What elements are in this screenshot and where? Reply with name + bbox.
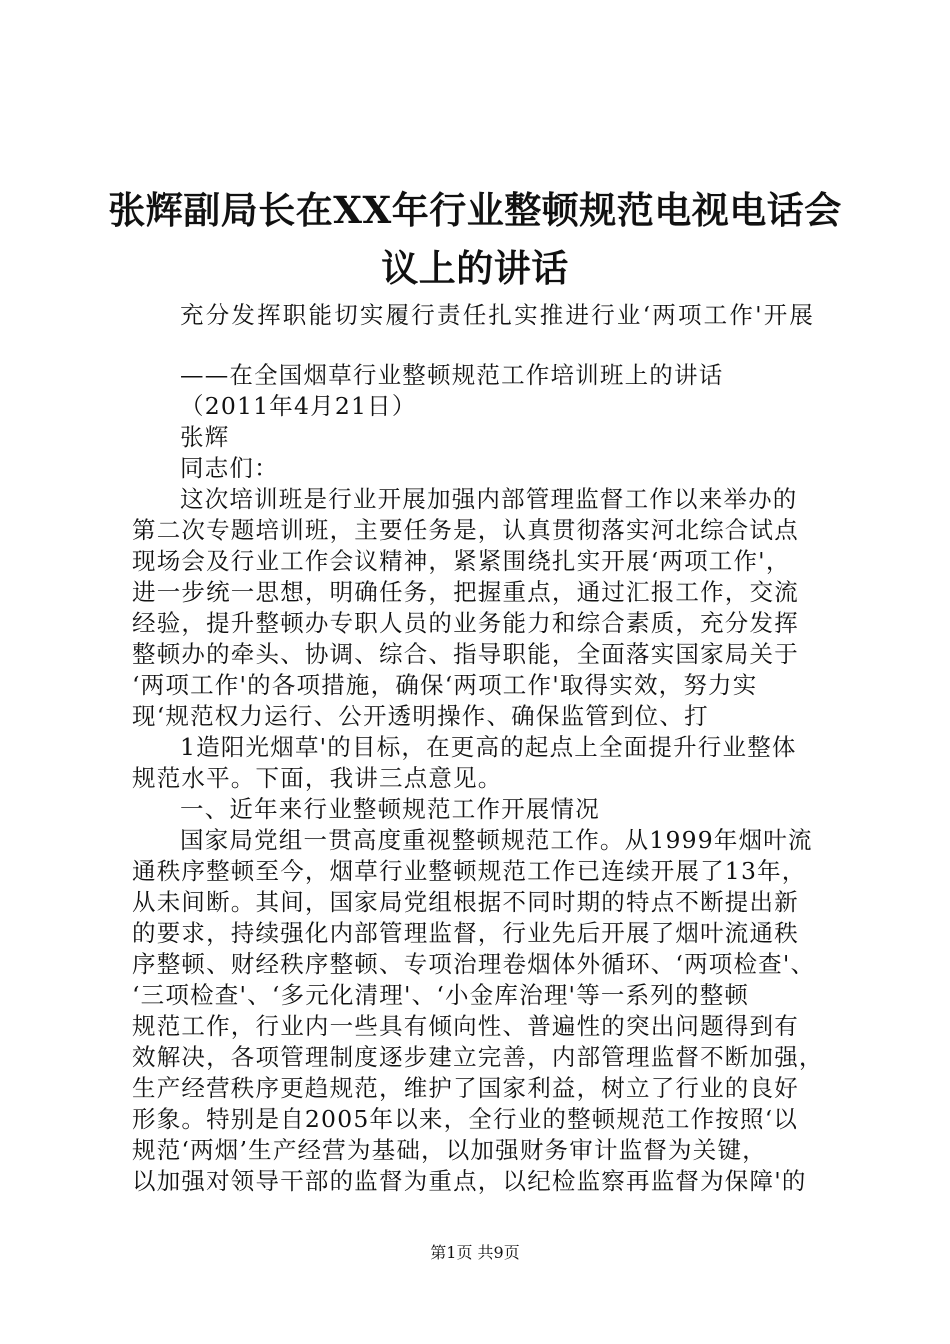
paragraph-line: 的要求，持续强化内部管理监督，行业先后开展了烟叶流通秩 [132,919,799,947]
paragraph-line: 规范‘两烟’生产经营为基础，以加强财务审计监督为关键， [132,1136,767,1164]
paragraph-line: 这次培训班是行业开展加强内部管理监督工作以来举办的 [180,485,798,513]
speaker-name: 张辉 [180,423,230,451]
paragraph-line: 规范工作，行业内一些具有倾向性、普遍性的突出问题得到有 [132,1012,799,1040]
paragraph-line: ‘两项工作'的各项措施，确保‘两项工作'取得实效，努力实 [132,671,758,699]
paragraph-line: ‘三项检查'、‘多元化清理'、‘小金库治理'等一系列的整顿 [132,981,750,1009]
speech-occasion: ——在全国烟草行业整顿规范工作培训班上的讲话 [180,361,724,389]
paragraph-line: 规范水平。下面，我讲三点意见。 [132,764,503,792]
document-title-line-1: 张辉副局长在XX年行业整顿规范电视电话会 [108,188,842,232]
greeting: 同志们： [180,454,279,482]
paragraph-line: 现‘规范权力运行、公开透明操作、确保监管到位、打 [132,702,709,730]
paragraph-line: 进一步统一思想，明确任务，把握重点，通过汇报工作，交流 [132,578,799,606]
document-title-line-2: 议上的讲话 [381,246,569,290]
section-heading-1: 一、近年来行业整顿规范工作开展情况 [180,795,600,823]
paragraph-line: 以加强对领导干部的监督为重点，以纪检监察再监督为保障'的 [132,1167,807,1195]
paragraph-line: 整顿办的牵头、协调、综合、指导职能，全面落实国家局关于 [132,640,799,668]
paragraph-line: 1造阳光烟草'的目标，在更高的起点上全面提升行业整体 [180,733,797,761]
paragraph-line: 现场会及行业工作会议精神，紧紧围绕扎实开展‘两项工作'， [132,547,791,575]
speech-date: （2011年4月21日） [180,392,417,420]
page-number-footer: 第1页 共9页 [430,1243,520,1262]
paragraph-line: 经验，提升整顿办专职人员的业务能力和综合素质，充分发挥 [132,609,799,637]
paragraph-line: 第二次专题培训班，主要任务是，认真贯彻落实河北综合试点 [132,516,799,544]
paragraph-line: 形象。特别是自2005年以来，全行业的整顿规范工作按照‘以 [132,1105,799,1133]
paragraph-line: 序整顿、财经秩序整顿、专项治理卷烟体外循环、‘两项检查'、 [132,950,816,978]
paragraph-line: 通秩序整顿至今，烟草行业整顿规范工作已连续开展了13年， [132,857,807,885]
paragraph-line: 从未间断。其间，国家局党组根据不同时期的特点不断提出新 [132,888,799,916]
paragraph-line: 生产经营秩序更趋规范，维护了国家利益，树立了行业的良好 [132,1074,799,1102]
paragraph-line: 效解决，各项管理制度逐步建立完善，内部管理监督不断加强， [132,1043,824,1071]
speech-subtitle: 充分发挥职能切实履行责任扎实推进行业‘两项工作'开展 [180,301,816,329]
paragraph-line: 国家局党组一贯高度重视整顿规范工作。从1999年烟叶流 [180,826,813,854]
